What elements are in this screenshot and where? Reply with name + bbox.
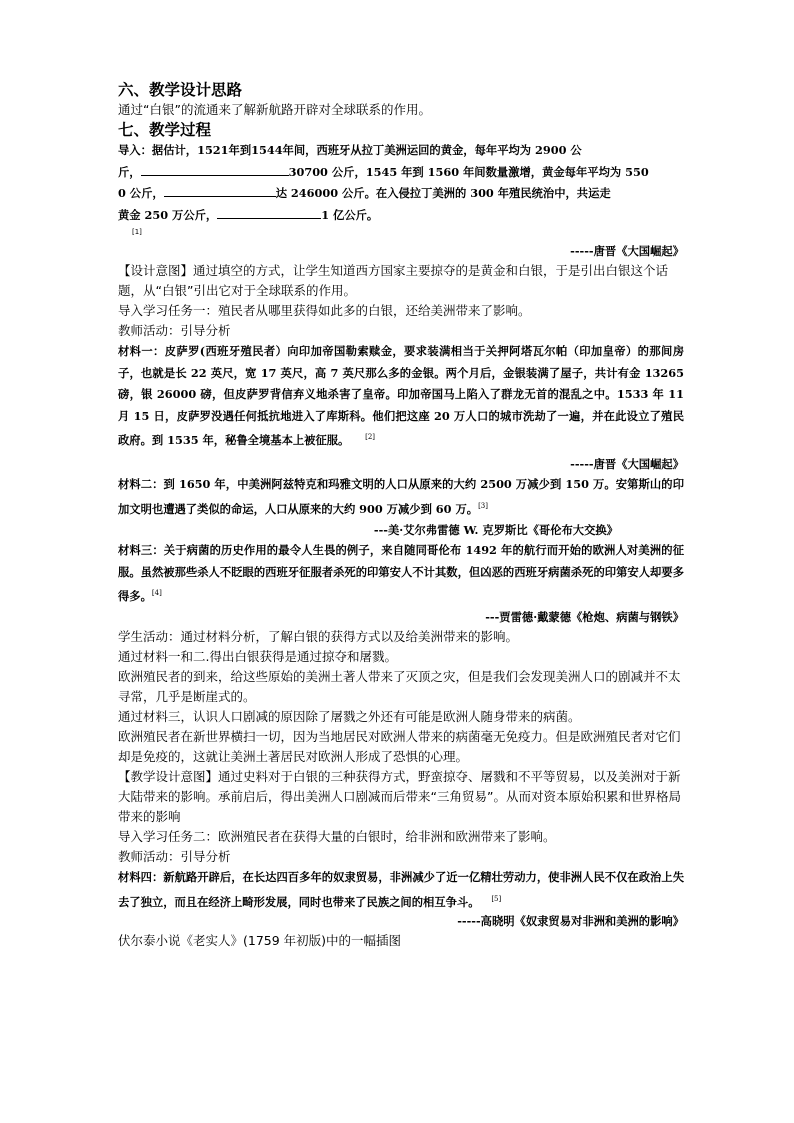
teacher-activity-1: 教师活动：引导分析	[118, 323, 231, 338]
material-1-text: 材料一：皮萨罗(西班牙殖民者）向印加帝国勒索赎金，要求装满相当于关押阿塔瓦尔帕（印加皇帝）的那间房子，也就是长 22 英尺，宽 17 英尺，高 7 英尺那么多的金银。两个月后，金银装满了屋子，共计有金 13265 磅，银 26000 磅，但皮萨罗背信弃义地杀害了皇帝。印加帝国马上陷入了群龙无首的混乱之中。1533 年 11 月 15 日，皮萨罗没遇任何抵抗地进入了库斯科。他们把这座 20 万人口的城市洗劫了一遍，并在此设立了殖民政府。到 1535 年，秘鲁全境基本上被征服。	[118, 344, 684, 447]
section-7-heading: 七、教学过程	[118, 121, 212, 139]
intro-line-2	[118, 162, 684, 184]
teacher-activity-2: 教师活动：引导分析	[118, 849, 231, 865]
footnote-ref-5: [5]	[491, 894, 502, 903]
footnote-ref-2: [2]	[365, 433, 376, 441]
footnote-ref-4: [4]	[151, 589, 162, 598]
material-4	[118, 867, 684, 913]
intro-text-3b: 达 246000 公斤。在入侵拉丁美洲的 300 年殖民统治中，共运走	[275, 186, 611, 200]
intro-text-4a: 黄金 250 万公斤，	[118, 207, 218, 222]
intro-line-4	[118, 205, 684, 227]
material-2-text: 材料二：到 1650 年，中美洲阿兹特克和玛雅文明的人口从原来的大约 2500 万减少到 150 万。安第斯山的印加文明也遭遇了类似的命运，人口从原来的大约 900 万减少到 60 万。	[118, 477, 684, 516]
student-activity: 学生活动：通过材料分析，了解白银的获得方式以及给美洲带来的影响。	[118, 629, 519, 645]
material-3-source: ---贾雷德·戴蒙德《枪炮、病菌与钢铁》	[485, 610, 684, 625]
intro-text-2b: 30700 公斤，1545 年到 1560 年间数量激增，黄金每年平均为 550	[288, 164, 649, 179]
analysis-4: 欧洲殖民者在新世界横扫一切，因为当地居民对欧洲人带来的病菌毫无免疫力。但是欧洲殖民者对它们却是免疫的，这就让美洲土著居民对欧洲人形成了恐惧的心理。	[118, 729, 681, 765]
material-3-text: 材料三：关于病菌的历史作用的最令人生畏的例子，来自随同哥伦布 1492 年的航行而开始的欧洲人对美洲的征服。虽然被那些杀人不眨眼的西班牙征服者杀死的印第安人不计其数，但凶恶的西班牙病菌杀死的印第安人却要多得多。	[118, 543, 684, 603]
section-6-heading: 六、教学设计思路	[118, 81, 243, 99]
material-4-text: 材料四：新航路开辟后，在长达四百多年的奴隶贸易，非洲减少了近一亿精壮劳动力，使非洲人民不仅在政治上失去了独立，而且在经济上畸形发展，同时也带来了民族之间的相互争斗。	[118, 870, 684, 909]
intro-text-3a: 0 公斤，	[118, 186, 164, 200]
fill-blank-2[interactable]	[164, 183, 276, 197]
material-3	[118, 540, 684, 607]
material-2	[118, 474, 684, 520]
document-page	[118, 80, 684, 951]
material-4-source: -----高晓明《奴隶贸易对非洲和美洲的影响》	[457, 914, 684, 929]
intro-text-4b: 1 亿公斤。	[321, 207, 379, 222]
material-1-source: -----唐晋《大国崛起》	[570, 457, 684, 472]
fill-blank-3[interactable]	[217, 205, 321, 219]
design-intent-2: 【教学设计意图】通过史料对于白银的三种获得方式，野蛮掠夺、屠戮和不平等贸易，以及美洲对于新大陆带来的影响。承前启后，得出美洲人口剧减而后带来“三角贸易”。从而对资本原始积累和世界格局带来的影响	[118, 769, 681, 825]
intro-text-1: 导入：据估计，1521年到1544年间，西班牙从拉丁美洲运回的黄金，每年平均为 2900 公	[118, 143, 582, 157]
intro-source: -----唐晋《大国崛起》	[570, 244, 684, 258]
analysis-2: 欧洲殖民者的到来，给这些原始的美洲土著人带来了灭顶之灾，但是我们会发现美洲人口的剧减并不太寻常，几乎是断崖式的。	[118, 669, 681, 705]
analysis-3: 通过材料三，认识人口剧减的原因除了屠戮之外还有可能是欧洲人随身带来的病菌。	[118, 709, 581, 725]
illustration-caption: 伏尔泰小说《老实人》(1759 年初版)中的一幅插图	[118, 933, 402, 949]
material-2-source: ---美·艾尔弗雷德 W. 克罗斯比《哥伦布大交换》	[373, 523, 618, 538]
learning-task-2: 导入学习任务二：欧洲殖民者在获得大量的白银时，给非洲和欧洲带来了影响。	[118, 829, 556, 845]
intro-paragraph	[118, 140, 684, 261]
learning-task-1: 导入学习任务一：殖民者从哪里获得如此多的白银，还给美洲带来了影响。	[118, 303, 531, 318]
intro-text-2a: 斤，	[118, 164, 141, 179]
footnote-ref-3: [3]	[478, 501, 488, 510]
analysis-1: 通过材料一和二.得出白银获得是通过掠夺和屠戮。	[118, 649, 397, 665]
intro-line-3	[118, 183, 684, 205]
footnote-ref-1: [1]	[132, 228, 142, 236]
design-intent-1: 【设计意图】通过填空的方式，让学生知道西方国家主要掠夺的是黄金和白银，于是引出白银这个话题，从“白银”引出它对于全球联系的作用。	[118, 263, 669, 298]
material-1	[118, 341, 684, 451]
intro-line-1	[118, 140, 684, 162]
fill-blank-1[interactable]	[141, 162, 289, 176]
section-6-text: 通过“白银”的流通来了解新航路开辟对全球联系的作用。	[118, 102, 431, 117]
